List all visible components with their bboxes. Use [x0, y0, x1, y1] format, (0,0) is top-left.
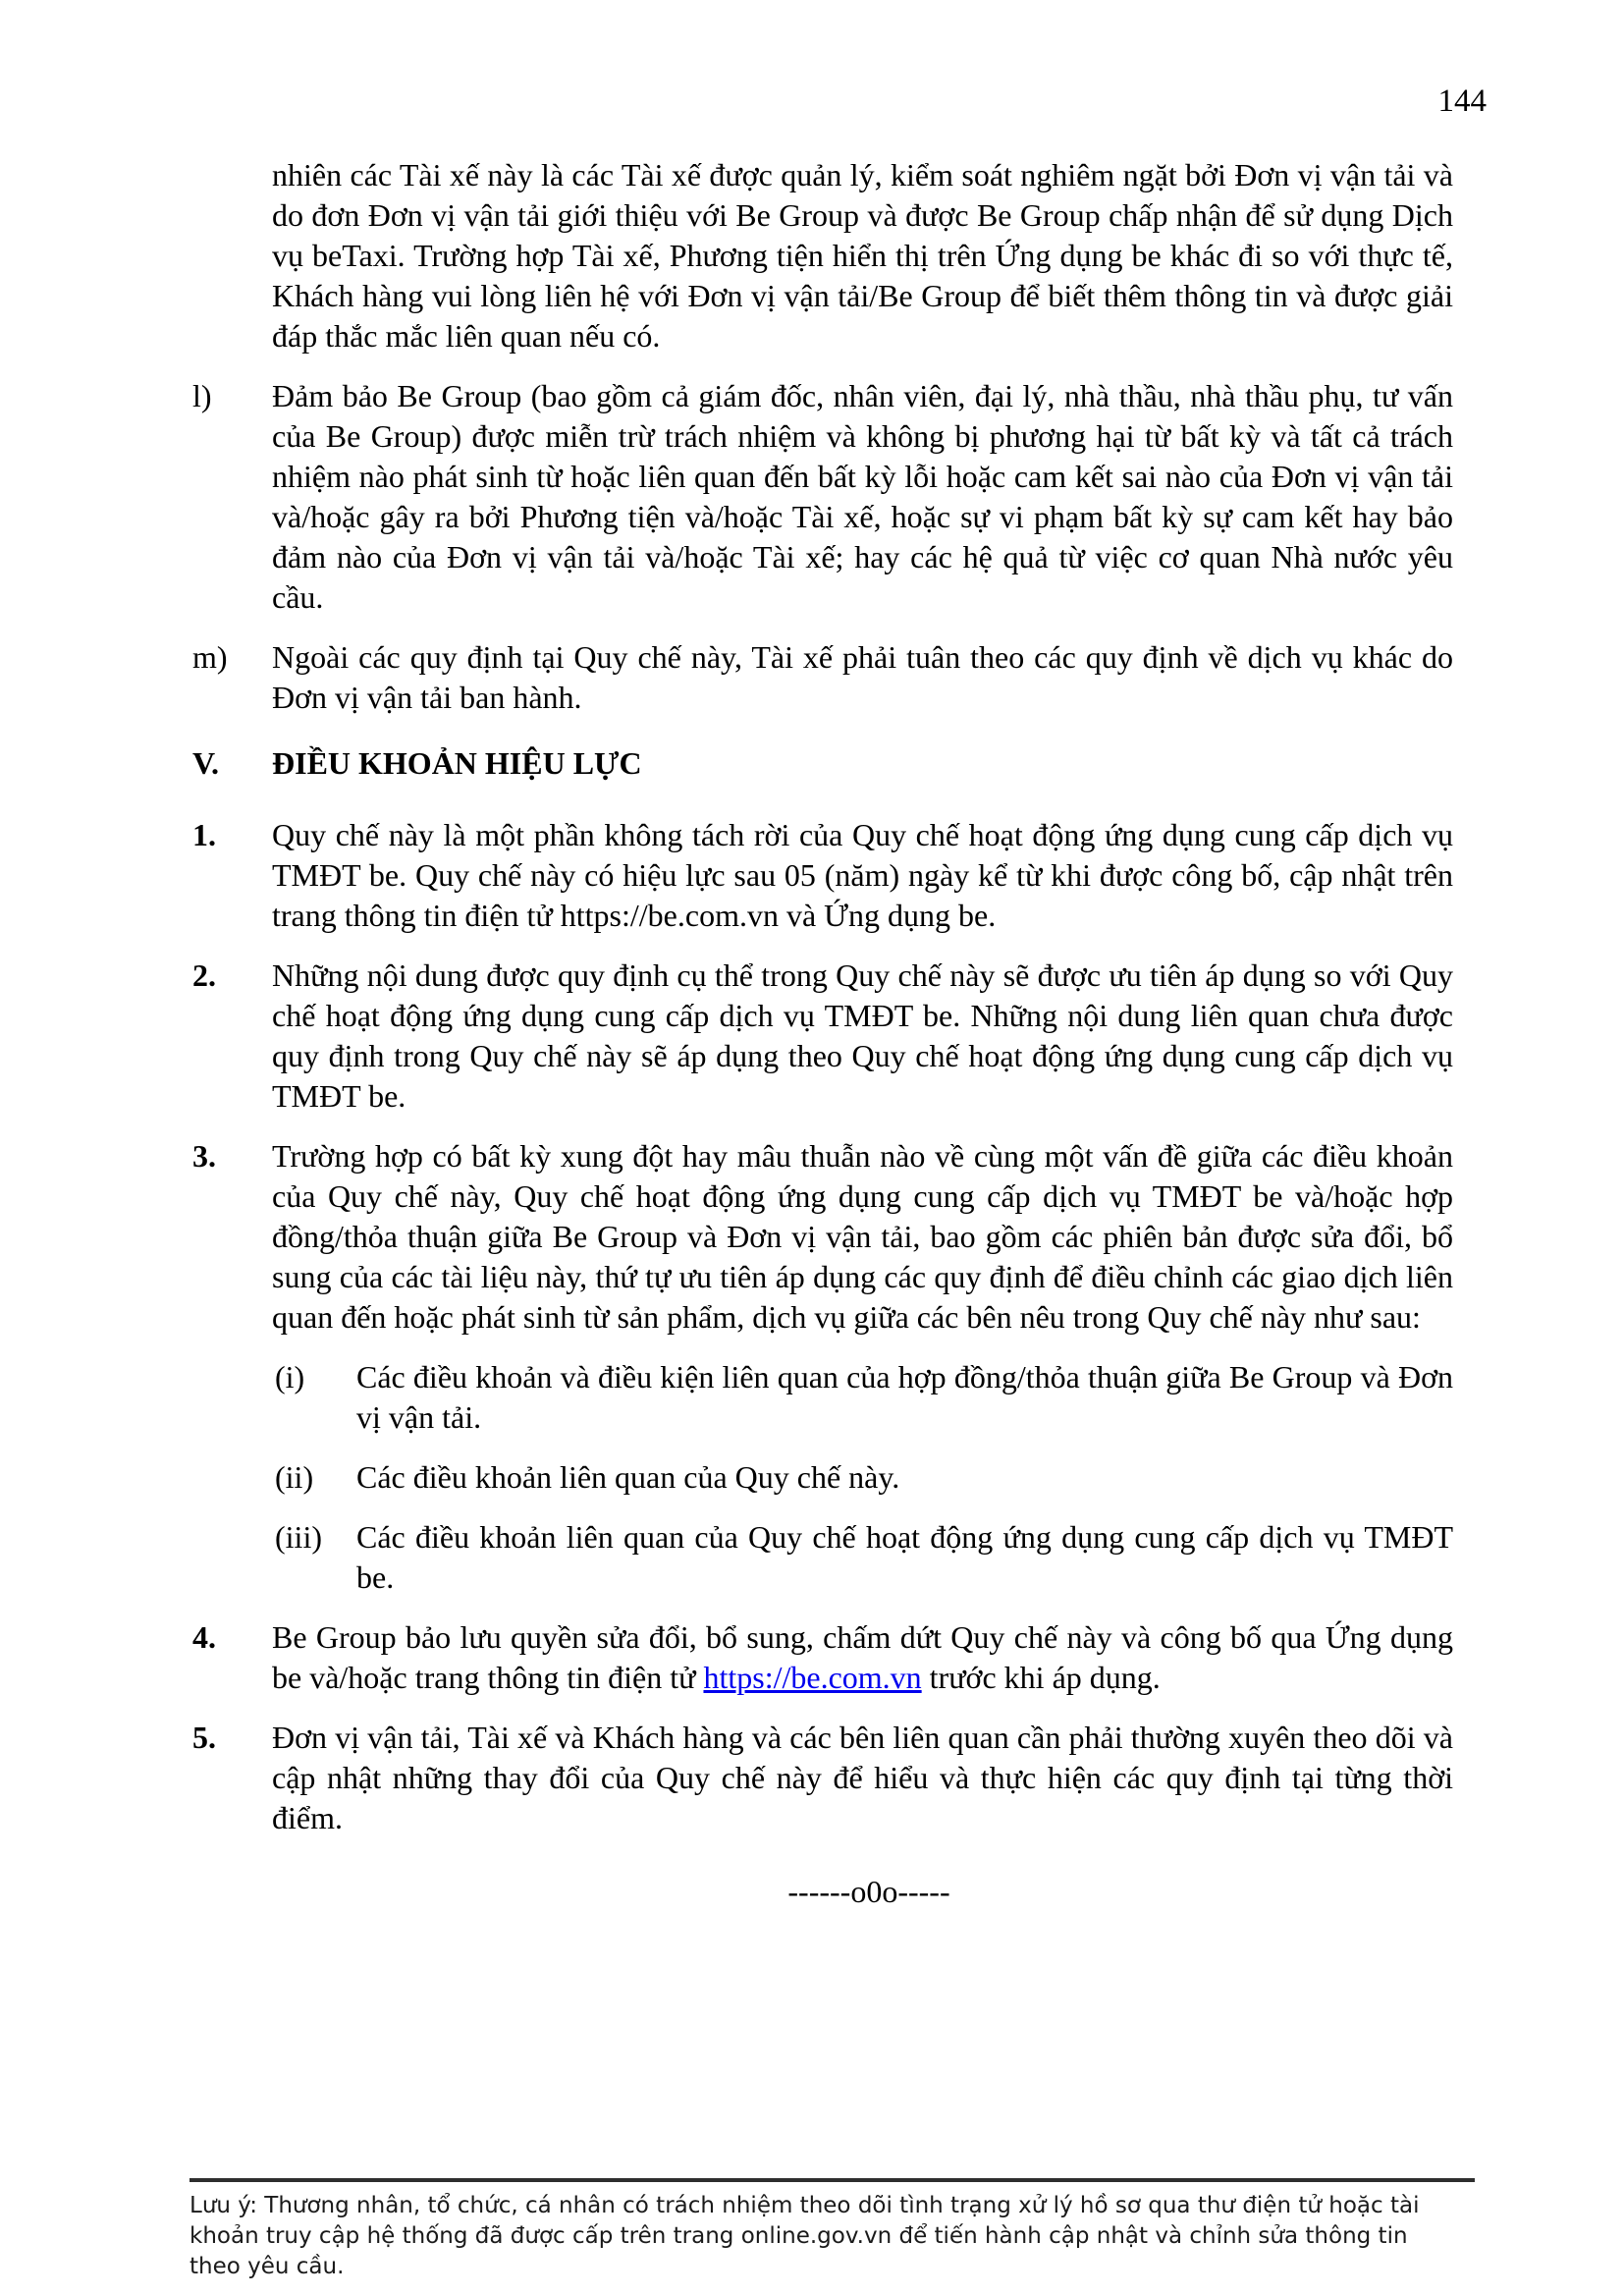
sub-item-ii-marker: (ii): [275, 1459, 314, 1495]
section-heading-marker: V.: [192, 745, 219, 781]
footer-note: Lưu ý: Thương nhân, tổ chức, cá nhân có trách nhiệm theo dõi tình trạng xử lý hồ sơ qua thư điện tử hoặc tài khoản truy cập hệ thống đã được cấp trên trang online.gov.vn để tiến hành cập nhật và chỉnh sửa thông tin theo yêu cầu.: [189, 2193, 1420, 2279]
numbered-item-4-text-before: Be Group bảo lưu quyền sửa đổi, bổ sung, chấm dứt Quy chế này và công bố qua Ứng dụng be và/hoặc trang thông tin điện tử: [272, 1619, 1453, 1695]
list-item-m-text: Ngoài các quy định tại Quy chế này, Tài xế phải tuân theo các quy định về dịch vụ khác do Đơn vị vận tải ban hành.: [272, 639, 1453, 715]
numbered-item-2: [192, 956, 1453, 1117]
sub-item-ii-text: Các điều khoản liên quan của Quy chế này.: [356, 1459, 900, 1495]
list-marker-m: m): [192, 639, 228, 675]
numbered-item-3-marker: 3.: [192, 1138, 216, 1174]
numbered-item-1: [192, 815, 1453, 936]
sub-item-iii-marker: (iii): [275, 1519, 322, 1555]
sub-item-iii: [275, 1517, 1453, 1598]
numbered-item-4: [192, 1617, 1453, 1698]
numbered-item-2-marker: 2.: [192, 957, 216, 993]
numbered-item-1-marker: 1.: [192, 817, 216, 852]
list-item-m: [192, 637, 1453, 718]
section-heading-title: ĐIỀU KHOẢN HIỆU LỰC: [272, 745, 642, 781]
numbered-item-5-marker: 5.: [192, 1720, 216, 1755]
be-com-vn-link[interactable]: https://be.com.vn: [703, 1660, 922, 1695]
section-heading: [192, 743, 1453, 784]
sub-item-i-marker: (i): [275, 1359, 305, 1394]
footer-divider: [189, 2178, 1475, 2182]
numbered-item-1-text: Quy chế này là một phần không tách rời của Quy chế hoạt động ứng dụng cung cấp dịch vụ TMĐT be. Quy chế này có hiệu lực sau 05 (năm) ngày kể từ khi được công bố, cập nhật trên trang thông tin điện tử https://be.com.vn và Ứng dụng be.: [272, 817, 1453, 933]
numbered-item-4-text-after: trước khi áp dụng.: [921, 1660, 1161, 1695]
sub-item-iii-text: Các điều khoản liên quan của Quy chế hoạt động ứng dụng cung cấp dịch vụ TMĐT be.: [356, 1519, 1453, 1595]
end-separator: ------o0o-----: [787, 1874, 950, 1909]
sub-item-i: [275, 1357, 1453, 1438]
numbered-item-4-text: [272, 1617, 1453, 1698]
numbered-item-2-text: Những nội dung được quy định cụ thể trong Quy chế này sẽ được ưu tiên áp dụng so với Quy chế hoạt động ứng dụng cung cấp dịch vụ TMĐT be. Những nội dung liên quan chưa được quy định trong Quy chế này sẽ áp dụng theo Quy chế hoạt động ứng dụng cung cấp dịch vụ TMĐT be.: [272, 957, 1453, 1114]
list-marker-l: l): [192, 378, 212, 413]
page-footer: [189, 2178, 1478, 2282]
intro-paragraph: nhiên các Tài xế này là các Tài xế được quản lý, kiểm soát nghiêm ngặt bởi Đơn vị vận tải và do đơn Đơn vị vận tải giới thiệu với Be Group và được Be Group chấp nhận để sử dụng Dịch vụ beTaxi. Trường hợp Tài xế, Phương tiện hiển thị trên Ứng dụng be khác đi so với thực tế, Khách hàng vui lòng liên hệ với Đơn vị vận tải/Be Group để biết thêm thông tin và được giải đáp thắc mắc liên quan nếu có.: [272, 157, 1453, 354]
page-number: 144: [1437, 83, 1487, 119]
numbered-item-4-marker: 4.: [192, 1619, 216, 1655]
numbered-item-3-text: Trường hợp có bất kỳ xung đột hay mâu thuẫn nào về cùng một vấn đề giữa các điều khoản của Quy chế này, Quy chế hoạt động ứng dụng cung cấp dịch vụ TMĐT be và/hoặc hợp đồng/thỏa thuận giữa Be Group và Đơn vị vận tải, bao gồm các phiên bản được sửa đổi, bổ sung của các tài liệu này, thứ tự ưu tiên áp dụng các quy định để điều chỉnh các giao dịch liên quan đến hoặc phát sinh từ sản phẩm, dịch vụ giữa các bên nêu trong Quy chế này như sau:: [272, 1138, 1453, 1335]
document-body: [192, 155, 1453, 1912]
numbered-item-3: [192, 1136, 1453, 1338]
list-item-l-text: Đảm bảo Be Group (bao gồm cả giám đốc, nhân viên, đại lý, nhà thầu, nhà thầu phụ, tư vấn của Be Group) được miễn trừ trách nhiệm và không bị phương hại từ bất kỳ và tất cả trách nhiệm nào phát sinh từ hoặc liên quan đến bất kỳ lỗi hoặc cam kết sai nào của Đơn vị vận tải và/hoặc gây ra bởi Phương tiện và/hoặc Tài xế, hoặc sự vi phạm bất kỳ sự cam kết hay bảo đảm nào của Đơn vị vận tải và/hoặc Tài xế; hay các hệ quả từ việc cơ quan Nhà nước yêu cầu.: [272, 378, 1453, 615]
sub-item-ii: [275, 1457, 1453, 1498]
numbered-item-5-text: Đơn vị vận tải, Tài xế và Khách hàng và các bên liên quan cần phải thường xuyên theo dõi và cập nhật những thay đổi của Quy chế này để hiểu và thực hiện các quy định tại từng thời điểm.: [272, 1720, 1453, 1835]
list-item-l: [192, 376, 1453, 618]
numbered-item-5: [192, 1718, 1453, 1838]
sub-item-i-text: Các điều khoản và điều kiện liên quan của hợp đồng/thỏa thuận giữa Be Group và Đơn vị vận tải.: [356, 1359, 1453, 1435]
